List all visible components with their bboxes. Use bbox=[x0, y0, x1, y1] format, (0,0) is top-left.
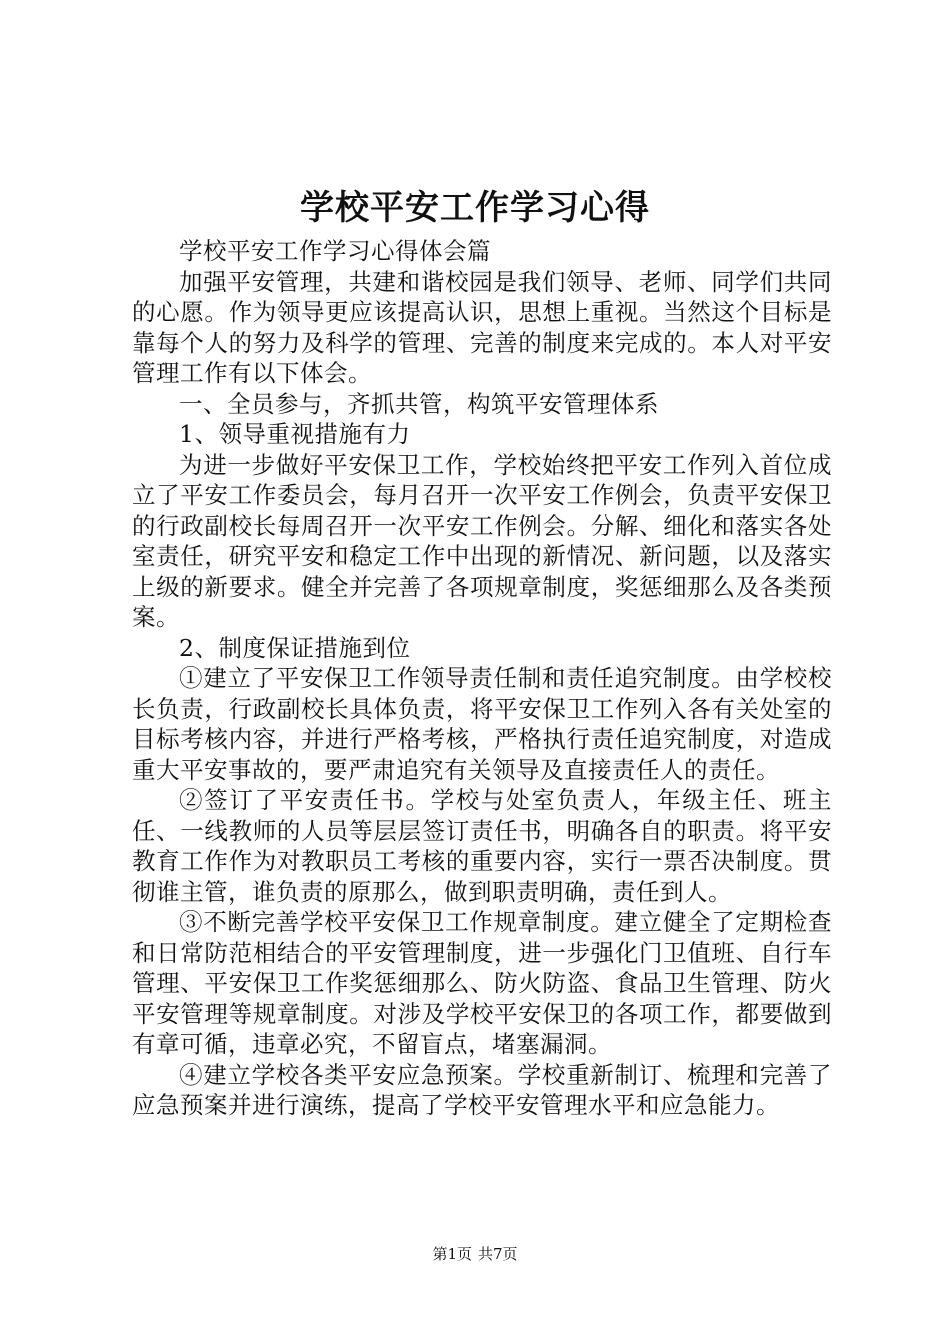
page-total: 共7页 bbox=[478, 1245, 518, 1263]
subsection-heading-1: 1、领导重视措施有力 bbox=[179, 420, 411, 448]
section-heading-1: 一、全员参与，齐抓共管，构筑平安管理体系 bbox=[179, 389, 659, 418]
page-footer bbox=[0, 1244, 950, 1264]
document-title: 学校平安工作学习心得 bbox=[300, 188, 650, 228]
paragraph-intro: 加强平安管理，共建和谐校园是我们领导、老师、同学们共同的心愿。作为领导更应该提高认识，思想上重视。当然这个目标是靠每个人的努力及科学的管理、完善的制度来完成的。本人对平安管理工作有以下体会。 bbox=[132, 267, 832, 387]
paragraph-item-4: ④建立学校各类平安应急预案。学校重新制订、梳理和完善了应急预案并进行演练，提高了学校平安管理水平和应急能力。 bbox=[132, 1060, 832, 1119]
paragraph-subtitle: 学校平安工作学习心得体会篇 bbox=[179, 237, 491, 265]
paragraph-leadership: 为进一步做好平安保卫工作，学校始终把平安工作列入首位成立了平安工作委员会，每月召开一次平安工作例会，负责平安保卫的行政副校长每周召开一次平安工作例会。分解、细化和落实各处室责任，研究平安和稳定工作中出现的新情况、新问题，以及落实上级的新要求。健全并完善了各项规章制度，奖惩细那么及各类预案。 bbox=[132, 450, 832, 631]
paragraph-item-1: ①建立了平安保卫工作领导责任制和责任追究制度。由学校校长负责，行政副校长具体负责，将平安保卫工作列入各有关处室的目标考核内容，并进行严格考核，严格执行责任追究制度，对造成重大平安事故的，要严肃追究有关领导及直接责任人的责任。 bbox=[132, 664, 832, 784]
subsection-heading-2: 2、制度保证措施到位 bbox=[179, 633, 411, 662]
page-number: 第1页 bbox=[432, 1245, 472, 1263]
paragraph-item-2: ②签订了平安责任书。学校与处室负责人，年级主任、班主任、一线教师的人员等层层签订责任书，明确各自的职责。将平安教育工作作为对教职员工考核的重要内容，实行一票否决制度。贯彻谁主管，谁负责的原那么，做到职责明确，责任到人。 bbox=[132, 786, 832, 906]
document-body bbox=[132, 236, 832, 1121]
paragraph-item-3: ③不断完善学校平安保卫工作规章制度。建立健全了定期检查和日常防范相结合的平安管理制度，进一步强化门卫值班、自行车管理、平安保卫工作奖惩细那么、防火防盗、食品卫生管理、防火平安管理等规章制度。对涉及学校平安保卫的各项工作，都要做到有章可循，违章必究，不留盲点，堵塞漏洞。 bbox=[132, 908, 832, 1058]
